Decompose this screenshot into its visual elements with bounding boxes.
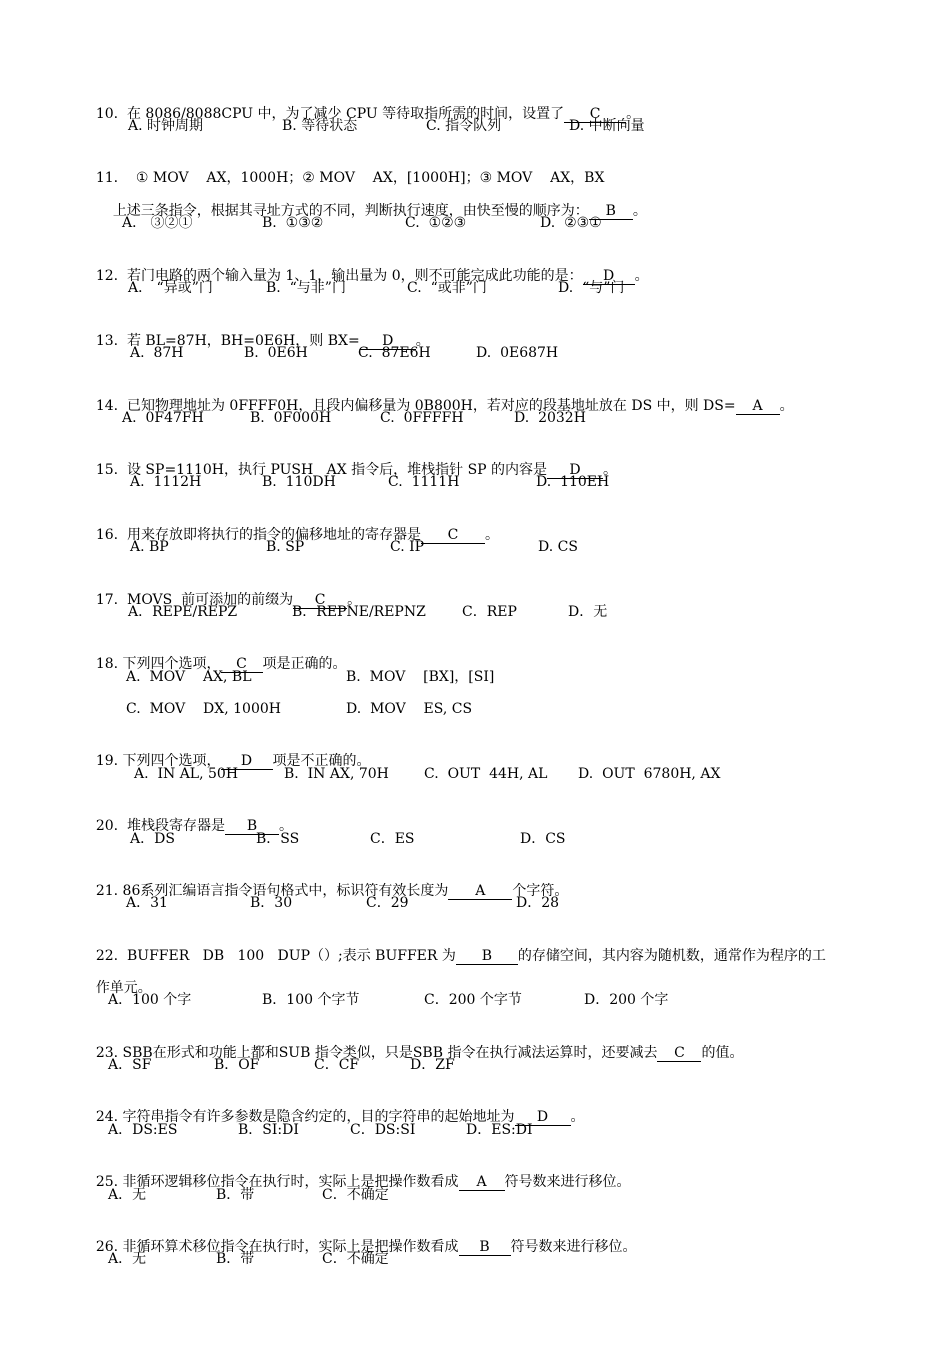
option-b: B. ①③② <box>262 215 324 231</box>
answer-blank: B <box>459 1239 511 1256</box>
option-d: D．无 <box>568 604 608 620</box>
option-c: C．ES <box>370 831 415 847</box>
option-a: A．REPE/REPZ <box>128 604 238 620</box>
answer-blank: A <box>448 883 512 900</box>
option-c: C．不确定 <box>322 1251 389 1267</box>
question-14: 14. 已知物理地址为 0FFFF0H，且段内偏移量为 0B800H，若对应的段基地址放在 DS 中，则 DS= A 。 <box>95 398 794 414</box>
answer-blank: C <box>293 592 347 609</box>
option-c: C. “或非”门 <box>407 280 487 296</box>
question-number: 22. <box>95 948 119 964</box>
question-text: 非循环逻辑移位指令在执行时，实际上是把操作数看成 <box>122 1174 459 1190</box>
option-d: D．200 个字 <box>584 992 669 1008</box>
answer-blank: D <box>221 753 273 770</box>
question-number: 21. <box>95 883 119 899</box>
option-a: A. MOV AX, BL <box>126 669 252 685</box>
option-b: B. SP <box>266 539 305 555</box>
answer-blank: D <box>515 1109 571 1126</box>
option-a: A．100 个字 <box>108 992 192 1008</box>
option-b: B．SI:DI <box>238 1122 299 1138</box>
option-d: D．28 <box>516 895 560 911</box>
question-number: 18. <box>95 656 119 672</box>
option-b: B. 0F000H <box>250 410 332 426</box>
options-11 <box>0 213 950 233</box>
option-a: A． “异或”门 <box>128 280 213 296</box>
question-23: 23. SBB在形式和功能上都和SUB 指令类似，只是SBB 指令在执行减法运算时，还要减去 C 的值。 <box>95 1045 744 1061</box>
option-b: B．OF <box>214 1057 260 1073</box>
option-b: B．REPNE/REPNZ <box>292 604 426 620</box>
question-22-continued <box>78 958 152 996</box>
question-number: 15. <box>95 462 119 478</box>
option-c: C. IP <box>390 539 425 555</box>
question-20: 20. 堆栈段寄存器是 B 。 <box>95 818 293 834</box>
question-text: 若 BL=87H，BH=0E6H，则 BX= <box>126 333 360 349</box>
question-text: MOVS 前可添加的前缀为 <box>126 592 294 608</box>
question-number: 25. <box>95 1174 119 1190</box>
option-d: D．ES:DI <box>466 1122 533 1138</box>
answer-blank: C <box>221 656 263 673</box>
question-11-text: 上述三条指令，根据其寻址方式的不同，判断执行速度，由快至慢的顺序为： B 。 <box>112 203 647 219</box>
option-c: C．DS:SI <box>350 1122 416 1138</box>
question-text: SBB在形式和功能上都和SUB 指令类似，只是SBB 指令在执行减法运算时，还要减去 <box>122 1045 658 1061</box>
option-a: A. 87H <box>130 345 184 361</box>
answer-blank: B <box>456 948 518 965</box>
answer-blank: C <box>421 527 485 544</box>
question-17: 17. MOVS 前可添加的前缀为 C 。 <box>95 592 362 608</box>
question-12: 12. 若门电路的两个输入量为 1、1，输出量为 0，则不可能完成此功能的是： D 。 <box>95 268 649 284</box>
options-22 <box>0 990 950 1010</box>
option-d: D. CS <box>538 539 578 555</box>
option-b: B. MOV [BX]，[SI] <box>346 669 495 685</box>
question-text: 用来存放即将执行的指令的偏移地址的寄存器是 <box>126 527 421 543</box>
answer-blank: B <box>589 203 633 220</box>
question-24: 24. 字符串指令有许多参数是隐含约定的，目的字符串的起始地址为 D 。 <box>95 1109 585 1125</box>
option-a: A. 0F47FH <box>122 410 204 426</box>
option-a: A． ③②① <box>122 215 193 231</box>
option-c: C．不确定 <box>322 1187 389 1203</box>
answer-blank: B <box>225 818 279 835</box>
options-16 <box>0 537 950 557</box>
options-21 <box>0 893 950 913</box>
option-b: B. IN AX, 70H <box>284 766 389 782</box>
option-a: A. IN AL, 50H <box>134 766 239 782</box>
question-text: 字符串指令有许多参数是隐含约定的，目的字符串的起始地址为 <box>122 1109 515 1125</box>
question-number: 11. <box>95 170 119 186</box>
question-number: 26. <box>95 1239 119 1255</box>
options-14 <box>0 408 950 428</box>
option-b: B. 0E6H <box>244 345 308 361</box>
question-25: 25. 非循环逻辑移位指令在执行时，实际上是把操作数看成 A 符号数来进行移位。 <box>95 1174 631 1190</box>
question-number: 17. <box>95 592 119 608</box>
option-b: B. 110DH <box>262 474 336 490</box>
option-a: A．无 <box>108 1251 147 1267</box>
options-25 <box>0 1185 950 1205</box>
question-text: 堆栈段寄存器是 <box>126 818 225 834</box>
option-b: B．SS <box>256 831 300 847</box>
question-text: 设 SP=1110H，执行 PUSH AX 指令后，堆栈指针 SP 的内容是 <box>126 462 548 478</box>
option-d: D. “与”门 <box>558 280 625 296</box>
question-text: 若门电路的两个输入量为 1、1，输出量为 0，则不可能完成此功能的是： <box>126 268 583 284</box>
question-15: 15. 设 SP=1110H，执行 PUSH AX 指令后，堆栈指针 SP 的内容是 D 。 <box>95 462 618 478</box>
option-c: C. 1111H <box>388 474 460 490</box>
answer-blank: A <box>736 398 780 415</box>
option-b: B．带 <box>216 1251 255 1267</box>
options-18-cd <box>0 699 950 719</box>
answer-blank: C <box>657 1045 701 1062</box>
answer-blank: D <box>547 462 603 479</box>
question-stem: ① MOV AX，1000H；② MOV AX，[1000H]；③ MOV AX，BX <box>135 170 605 186</box>
option-b: B. “与非”门 <box>266 280 346 296</box>
option-c: C．29 <box>366 895 409 911</box>
options-12 <box>0 278 950 298</box>
question-13: 13. 若 BL=87H，BH=0E6H，则 BX= D 。 <box>95 333 430 349</box>
option-d: D．CS <box>520 831 566 847</box>
option-c: C. MOV DX, 1000H <box>126 701 281 717</box>
answer-blank: D <box>360 333 416 350</box>
option-d: D. 中断向量 <box>569 118 645 134</box>
options-13 <box>0 343 950 363</box>
options-20 <box>0 829 950 849</box>
question-number: 12. <box>95 268 119 284</box>
option-a: A．DS <box>130 831 175 847</box>
option-a: A．无 <box>108 1187 147 1203</box>
question-text: 86系列汇编语言指令语句格式中，标识符有效长度为 <box>122 883 449 899</box>
question-number: 20. <box>95 818 119 834</box>
option-c: C. 87E6H <box>358 345 431 361</box>
option-d: D. ②③① <box>540 215 602 231</box>
options-23 <box>0 1055 950 1075</box>
option-c: C．200 个字节 <box>424 992 522 1008</box>
option-d: D. 0E687H <box>476 345 559 361</box>
question-number: 24. <box>95 1109 119 1125</box>
question-26: 26. 非循环算术移位指令在执行时，实际上是把操作数看成 B 符号数来进行移位。 <box>95 1239 637 1255</box>
answer-blank: C <box>564 106 626 123</box>
options-18-ab <box>0 667 950 687</box>
question-text: 作单元。 <box>95 980 152 996</box>
option-d: D. MOV ES, CS <box>346 701 473 717</box>
options-15 <box>0 472 950 492</box>
question-11 <box>78 148 605 186</box>
option-d: D．ZF <box>410 1057 455 1073</box>
option-c: C．REP <box>462 604 517 620</box>
option-c: C. ①②③ <box>405 215 467 231</box>
answer-blank: D <box>583 268 635 285</box>
question-text: 已知物理地址为 0FFFF0H，且段内偏移量为 0B800H，若对应的段基地址放在 DS 中，则 DS= <box>126 398 736 414</box>
option-a: A．31 <box>126 895 168 911</box>
option-c: C. OUT 44H, AL <box>424 766 548 782</box>
question-22: 22. BUFFER DB 100 DUP（）;表示 BUFFER 为 B 的存储空间，其内容为随机数，通常作为程序的工 <box>95 948 826 964</box>
question-18: 18. 下列四个选项， C 项是正确的。 <box>95 656 347 672</box>
question-number: 13. <box>95 333 119 349</box>
option-c: C．CF <box>314 1057 360 1073</box>
option-d: D. 2032H <box>514 410 586 426</box>
question-number: 23. <box>95 1045 119 1061</box>
option-b: B. 等待状态 <box>282 118 358 134</box>
option-a: A. 1112H <box>130 474 202 490</box>
options-24 <box>0 1120 950 1140</box>
question-text: 下列四个选项， <box>122 656 221 672</box>
question-19: 19. 下列四个选项， D 项是不正确的。 <box>95 753 371 769</box>
option-b: B．30 <box>250 895 293 911</box>
question-10: 10. 在 8086/8088CPU 中，为了减少 CPU 等待取指所需的时间，设置了 C 。 <box>95 106 641 122</box>
option-b: B．100 个字节 <box>262 992 360 1008</box>
option-a: A. 时钟周期 <box>128 118 204 134</box>
options-10 <box>0 116 950 136</box>
question-16: 16. 用来存放即将执行的指令的偏移地址的寄存器是 C 。 <box>95 527 499 543</box>
question-number: 10. <box>95 106 119 122</box>
options-17 <box>0 602 950 622</box>
option-c: C. 指令队列 <box>426 118 502 134</box>
question-text: 非循环算术移位指令在执行时，实际上是把操作数看成 <box>122 1239 459 1255</box>
options-19 <box>0 764 950 784</box>
option-a: A．SF <box>108 1057 152 1073</box>
option-c: C. 0FFFFH <box>380 410 464 426</box>
question-number: 16. <box>95 527 119 543</box>
question-text: 下列四个选项， <box>122 753 221 769</box>
option-a: A．DS:ES <box>108 1122 178 1138</box>
question-text: BUFFER DB 100 DUP（）;表示 BUFFER 为 <box>126 948 456 964</box>
question-text: 上述三条指令，根据其寻址方式的不同，判断执行速度，由快至慢的顺序为： <box>112 203 589 219</box>
option-d: D. 110EH <box>536 474 610 490</box>
question-number: 14. <box>95 398 119 414</box>
option-b: B．带 <box>216 1187 255 1203</box>
question-21: 21. 86系列汇编语言指令语句格式中，标识符有效长度为 A 个字符。 <box>95 883 569 899</box>
option-d: D. OUT 6780H, AX <box>578 766 721 782</box>
option-a: A. BP <box>130 539 169 555</box>
question-number: 19. <box>95 753 119 769</box>
options-26 <box>0 1249 950 1269</box>
answer-blank: A <box>459 1174 505 1191</box>
question-text: 在 8086/8088CPU 中，为了减少 CPU 等待取指所需的时间，设置了 <box>126 106 565 122</box>
